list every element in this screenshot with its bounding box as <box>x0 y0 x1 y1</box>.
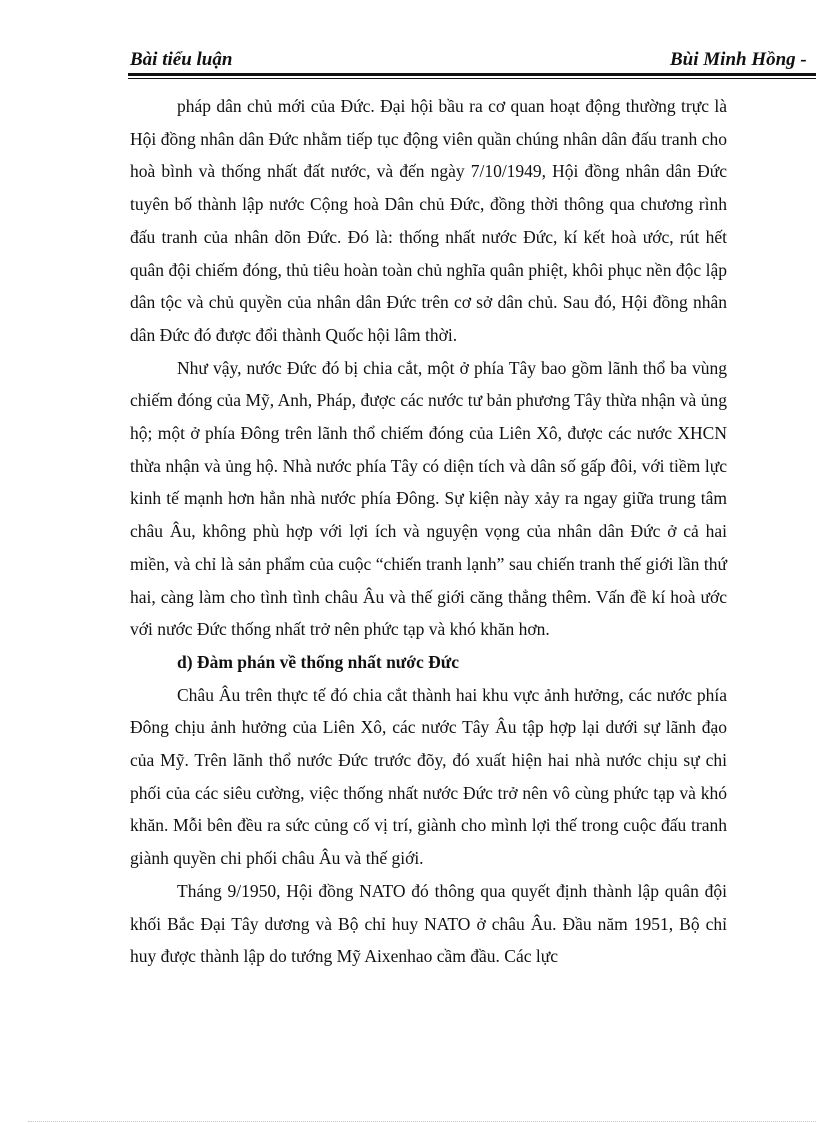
author-name: Bùi Minh Hồng - <box>670 49 807 70</box>
page-bottom-border <box>28 1121 816 1122</box>
document-body <box>130 90 727 973</box>
document-title: Bài tiểu luận <box>130 49 233 70</box>
paragraph: Châu Âu trên thực tế đó chia cắt thành hai khu vực ảnh hưởng, các nước phía Đông chịu ảnh hưởng của Liên Xô, các nước Tây Âu tập hợp lại dưới sự lãnh đạo của Mỹ. Trên lãnh thổ nước Đức trước đõy, đó xuất hiện hai nhà nước chịu sự chi phối của các siêu cường, việc thống nhất nước Đức trở nên vô cùng phức tạp và khó khăn. Mỗi bên đều ra sức củng cố vị trí, giành cho mình lợi thế trong cuộc đấu tranh giành quyền chi phối châu Âu và thế giới. <box>130 684 727 869</box>
paragraph: pháp dân chủ mới của Đức. Đại hội bầu ra cơ quan hoạt động thường trực là Hội đồng nhân dân Đức nhằm tiếp tục động viên quần chúng nhân dân đấu tranh cho hoà bình và thống nhất đất nước, và đến ngày 7/10/1949, Hội đồng nhân dân Đức tuyên bố thành lập nước Cộng hoà Dân chủ Đức, đồng thời thông qua chương rình đấu tranh của nhân dõn Đức. Đó là: thống nhất nước Đức, kí kết hoà ước, rút hết quân đội chiếm đóng, thủ tiêu hoàn toàn chủ nghĩa quân phiệt, khôi phục nền độc lập dân tộc và chủ quyền của nhân dân Đức trên cơ sở dân chủ. Sau đó, Hội đồng nhân dân Đức đó được đổi thành Quốc hội lâm thời. <box>130 96 727 345</box>
page-header <box>0 44 816 84</box>
paragraph: Như vậy, nước Đức đó bị chia cắt, một ở phía Tây bao gồm lãnh thổ ba vùng chiếm đóng của Mỹ, Anh, Pháp, được các nước tư bản phương Tây thừa nhận và ủng hộ; một ở phía Đông trên lãnh thổ chiếm đóng của Liên Xô, được các nước XHCN thừa nhận và ủng hộ. Nhà nước phía Tây có diện tích và dân số gấp đôi, với tiềm lực kinh tế mạnh hơn hẳn nhà nước phía Đông. Sự kiện này xảy ra ngay giữa trung tâm châu Âu, không phù hợp với lợi ích và nguyện vọng của nhân dân Đức ở cả hai miền, và chỉ là sản phẩm của cuộc “chiến tranh lạnh” sau chiến tranh thế giới lần thứ hai, càng làm cho tình tình châu Âu và thế giới căng thẳng thêm. Vấn đề kí hoà ước với nước Đức thống nhất trở nên phức tạp và khó khăn hơn. <box>130 357 727 640</box>
paragraph: Tháng 9/1950, Hội đồng NATO đó thông qua quyết định thành lập quân đội khối Bắc Đại Tây dương và Bộ chỉ huy NATO ở châu Âu. Đầu năm 1951, Bộ chỉ huy được thành lập do tướng Mỹ Aixenhao cầm đầu. Các lực <box>130 880 727 967</box>
section-heading: d) Đàm phán về thống nhất nước Đức <box>177 651 460 672</box>
header-rule-thick <box>128 73 816 76</box>
header-rule-thin <box>128 78 816 79</box>
